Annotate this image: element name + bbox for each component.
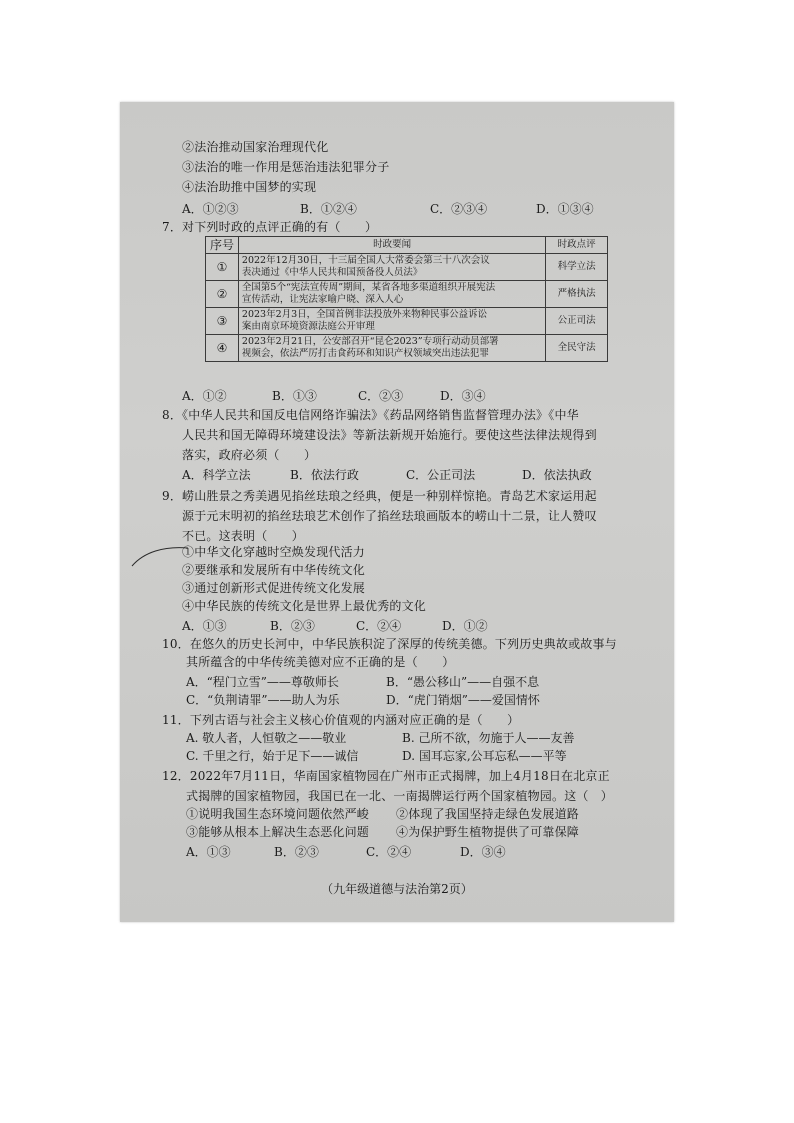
- row-comment: 公正司法: [546, 308, 608, 335]
- q7-option-d: D．③④: [440, 389, 486, 403]
- q12-statement-4: ④为保护野生植物提供了可靠保障: [396, 825, 580, 839]
- q10-option-b: B．“愚公移山”——自强不息: [386, 675, 540, 689]
- row-news-line: 宣传活动，让宪法家喻户晓、深入人心: [241, 294, 404, 305]
- q9-option-c: C．②④: [356, 619, 402, 633]
- row-news-line: 表决通过《中华人民共和国预备役人员法》: [241, 267, 423, 278]
- q12-option-b: B．②③: [274, 845, 319, 859]
- q9-stem-line-3: 不已。这表明（ ）: [182, 529, 305, 543]
- q12-stem-line-2: 式揭牌的国家植物园，我国已在一北、一南揭牌运行两个国家植物园。这（ ）: [186, 789, 614, 803]
- q7-option-a: A．①②: [182, 389, 227, 403]
- table-row: [206, 335, 608, 362]
- q11-stem: 11．下列古语与社会主义核心价值观的内涵对应正确的是（ ）: [162, 713, 520, 727]
- q9-option-b: B．②③: [270, 619, 315, 633]
- row-news-line: 视频会，依法严厉打击食药环和知识产权领域突出违法犯罪: [241, 348, 489, 359]
- q7-option-b: B．①③: [272, 389, 317, 403]
- q9-option-d: D．①②: [442, 619, 488, 633]
- q10-option-d: D．“虎门销烟”——爱国情怀: [386, 693, 540, 707]
- q10-stem-line-2: 其所蕴含的中华传统美德对应不正确的是（ ）: [186, 655, 455, 669]
- exam-page: [120, 102, 674, 922]
- table-row: [206, 308, 608, 335]
- q9-option-a: A．①③: [182, 619, 227, 633]
- q9-statement-4: ④中华民族的传统文化是世界上最优秀的文化: [182, 599, 427, 613]
- row-news-line: 全国第5个“宪法宣传周”期间，某省各地多渠道组织开展宪法: [241, 282, 496, 293]
- row-news: [238, 254, 545, 281]
- row-comment: 严格执法: [546, 281, 608, 308]
- q10-option-c: C．“负荆请罪”——助人为乐: [186, 693, 340, 707]
- q6-option-d: D．①③④: [536, 202, 594, 216]
- row-comment: 全民守法: [546, 335, 608, 362]
- row-news-line: 2023年2月3日，全国首例非法投放外来物种民事公益诉讼: [241, 309, 488, 320]
- q6-statement-2: ②法治推动国家治理现代化: [182, 140, 329, 154]
- q9-statement-1: ①中华文化穿越时空焕发现代活力: [182, 545, 366, 559]
- row-number: ④: [206, 335, 239, 362]
- q6-statement-3: ③法治的唯一作用是惩治违法犯罪分子: [182, 160, 390, 174]
- q8-stem-line-2: 人民共和国无障碍环境建设法》等新法新规开始施行。要使这些法律法规得到: [182, 428, 597, 442]
- pen-mark-icon: [130, 542, 190, 570]
- q7-option-c: C．②③: [358, 389, 404, 403]
- q12-option-c: C．②④: [366, 845, 412, 859]
- table-header-news: 时政要闻: [238, 237, 545, 254]
- row-news: [238, 308, 545, 335]
- q12-option-d: D．③④: [460, 845, 506, 859]
- q8-option-a: A．科学立法: [182, 468, 251, 482]
- q8-option-c: C．公正司法: [406, 468, 476, 482]
- q11-option-d: D. 国耳忘家,公耳忘私——平等: [402, 749, 567, 763]
- q12-statement-1: ①说明我国生态环境问题依然严峻: [186, 807, 370, 821]
- row-news-line: 2023年2月21日，公安部召开“昆仑2023”专项行动动员部署: [241, 336, 499, 347]
- q6-statement-4: ④法治助推中国梦的实现: [182, 180, 317, 194]
- q11-option-a: A. 敬人者，人恒敬之——敬业: [186, 731, 347, 745]
- q12-statement-3: ③能够从根本上解决生态恶化问题: [186, 825, 370, 839]
- page-footer: （九年级道德与法治第2页）: [321, 882, 473, 896]
- row-number: ③: [206, 308, 239, 335]
- q6-option-a: A．①②③: [182, 202, 239, 216]
- q11-option-b: B. 己所不欲，勿施于人——友善: [402, 731, 575, 745]
- table-header-comment: 时政点评: [546, 237, 608, 254]
- q6-option-b: B．①②④: [300, 202, 357, 216]
- q10-option-a: A．“程门立雪”——尊敬师长: [186, 675, 339, 689]
- q8-stem-line-1: 8．《中华人民共和国反电信网络诈骗法》《药品网络销售监督管理办法》《中华: [162, 408, 579, 422]
- q11-option-c: C. 千里之行，始于足下——诚信: [186, 749, 359, 763]
- table-row: [206, 281, 608, 308]
- q6-option-c: C．②③④: [430, 202, 488, 216]
- q8-option-b: B．依法行政: [290, 468, 359, 482]
- q10-stem-line-1: 10．在悠久的历史长河中，中华民族积淀了深厚的传统美德。下列历史典故或故事与: [162, 637, 617, 651]
- q12-stem-line-1: 12．2022年7月11日，华南国家植物园在广州市正式揭牌，加上4月18日在北京正: [162, 769, 610, 783]
- row-news: [238, 281, 545, 308]
- q9-stem-line-1: 9．崂山胜景之秀美遇见掐丝珐琅之经典，便是一种别样惊艳。青岛艺术家运用起: [162, 489, 597, 503]
- table-header-no: 序号: [206, 237, 239, 254]
- row-number: ①: [206, 254, 239, 281]
- q9-stem-line-2: 源于元末明初的掐丝珐琅艺术创作了掐丝珐琅画版本的崂山十二景，让人赞叹: [182, 509, 597, 523]
- q7-stem: 7．对下列时政的点评正确的有（ ）: [162, 220, 378, 234]
- row-number: ②: [206, 281, 239, 308]
- q8-stem-line-3: 落实，政府必须（ ）: [182, 448, 317, 462]
- q8-option-d: D．依法执政: [522, 468, 592, 482]
- q12-statement-2: ②体现了我国坚持走绿色发展道路: [396, 807, 580, 821]
- q12-option-a: A．①③: [186, 845, 231, 859]
- q9-statement-2: ②要继承和发展所有中华传统文化: [182, 563, 366, 577]
- table-row: [206, 254, 608, 281]
- row-news-line: 案由南京环境资源法庭公开审理: [241, 321, 375, 332]
- q7-news-table: [205, 236, 608, 362]
- row-news-line: 2022年12月30日，十三届全国人大常委会第三十八次会议: [241, 255, 490, 266]
- q9-statement-3: ③通过创新形式促进传统文化发展: [182, 581, 366, 595]
- row-news: [238, 335, 545, 362]
- row-comment: 科学立法: [546, 254, 608, 281]
